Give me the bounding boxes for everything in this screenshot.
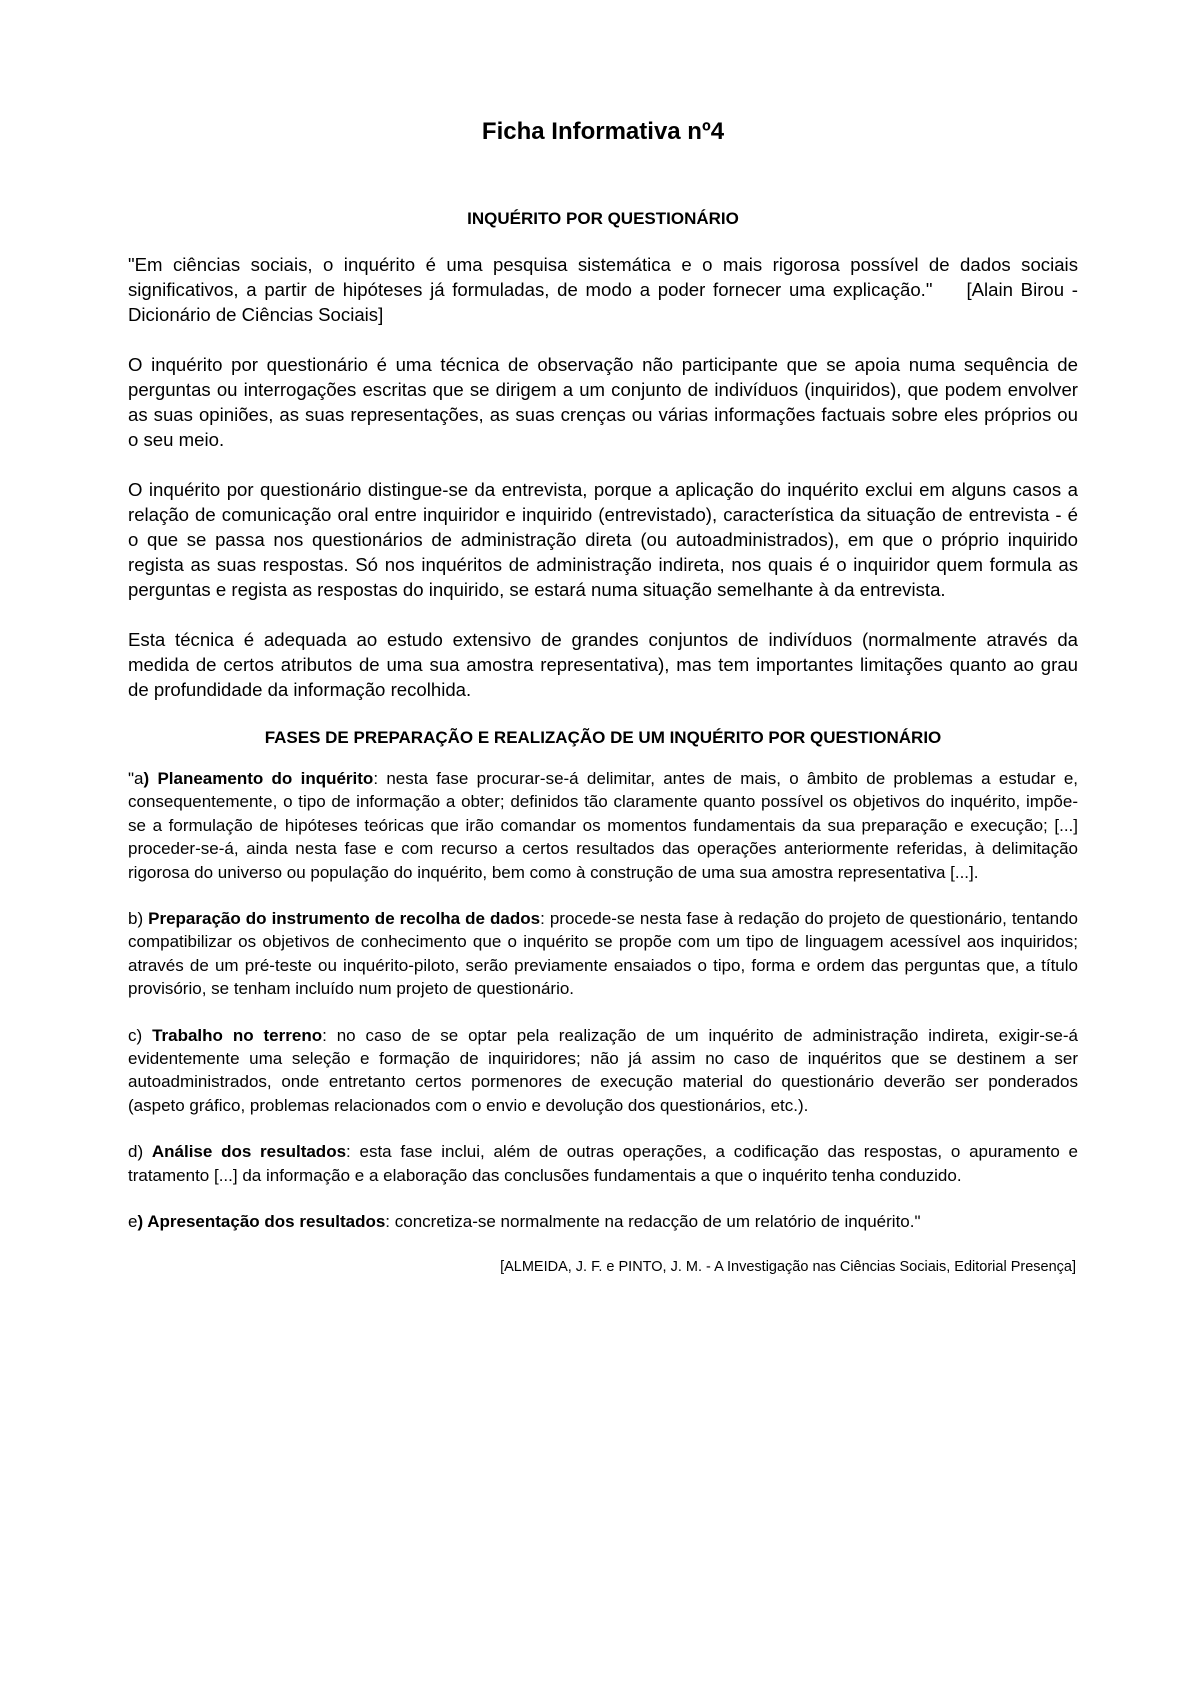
phase-prefix: "a [128, 769, 144, 788]
phase-text: : concretiza-se normalmente na redacção de um relatório de inquérito." [385, 1212, 921, 1232]
phase-e [128, 1210, 1078, 1233]
bibliographic-reference: [ALMEIDA, J. F. e PINTO, J. M. - A Investigação nas Ciências Sociais, Editorial Presença] [500, 1258, 1076, 1275]
phase-name: ) Planeamento do inquérito [143, 769, 374, 788]
quote-source: [Alain Birou - Dicionário de Ciências Sociais] [128, 279, 1078, 325]
quote-text: "Em ciências sociais, o inquérito é uma pesquisa sistemática e o mais rigorosa possível de dados sociais significativos, a partir de hipóteses já formuladas, de modo a poder fornecer uma explicação." [128, 254, 1078, 300]
phase-a [128, 767, 1078, 884]
phases-heading: FASES DE PREPARAÇÃO E REALIZAÇÃO DE UM INQUÉRITO POR QUESTIONÁRIO [264, 728, 942, 747]
section-heading: INQUÉRITO POR QUESTIONÁRIO [467, 209, 739, 228]
paragraph-1: O inquérito por questionário é uma técnica de observação não participante que se apoia numa sequência de perguntas ou interrogações escritas que se dirigem a um conjunto de indivíduos (inquiridos), que podem envolver as suas opiniões, as suas representações, as suas crenças ou várias informações factuais sobre eles próprios ou o seu meio. [128, 354, 1078, 450]
phase-text: : esta fase inclui, além de outras operações, a codificação das respostas, o apuramento e tratamento [...] da informação e a elaboração das conclusões fundamentais a que o inquérito tenha conduzido. [128, 1142, 1078, 1185]
quote-paragraph [128, 252, 1078, 327]
phase-prefix: b) [128, 909, 149, 929]
phase-prefix: d) [128, 1142, 152, 1162]
paragraph-2: O inquérito por questionário distingue-se da entrevista, porque a aplicação do inquérito exclui em alguns casos a relação de comunicação oral entre inquiridor e inquirido (entrevistado), característica da situação de entrevista - é o que se passa nos questionários de administração direta (ou autoadministrados), em que o próprio inquirido regista as suas respostas. Só nos inquéritos de administração indireta, nos quais é o inquiridor quem formula as perguntas e regista as respostas do inquirido, se estará numa situação semelhante à da entrevista. [128, 479, 1078, 600]
phase-name: Análise dos resultados [151, 1142, 347, 1162]
phase-d [128, 1140, 1078, 1187]
phase-name: ) Apresentação dos resultados [137, 1212, 386, 1232]
phase-name: Trabalho no terreno [152, 1025, 323, 1045]
phase-text: : nesta fase procurar-se-á delimitar, antes de mais, o âmbito de problemas a estudar e, consequentemente, o tipo de informação a obter; definidos tão claramente quanto possível os objetivos do inquérito, impõe-se a formulação de hipóteses teóricas que irão comandar os momentos fundamentais da sua preparação e execução; [...] proceder-se-á, ainda nesta fase e com recurso a certos resultados das operações anteriormente referidas, à delimitação rigorosa do universo ou população do inquérito, bem como à construção de uma sua amostra representativa [...]. [128, 769, 1078, 882]
phase-name: Preparação do instrumento de recolha de dados [148, 909, 541, 929]
paragraph-3: Esta técnica é adequada ao estudo extensivo de grandes conjuntos de indivíduos (normalmente através da medida de certos atributos de uma sua amostra representativa), mas tem importantes limitações quanto ao grau de profundidade da informação recolhida. [128, 629, 1078, 700]
phase-b [128, 907, 1078, 1001]
phase-text: : procede-se nesta fase à redação do projeto de questionário, tentando compatibilizar os objetivos de conhecimento que o inquérito se propõe com um tipo de linguagem acessível aos inquiridos; através de um pré-teste ou inquérito-piloto, serão previamente ensaiados o tipo, forma e ordem das perguntas que, a título provisório, se tenham incluído num projeto de questionário. [128, 909, 1078, 999]
phase-prefix: e [128, 1212, 138, 1232]
phase-c [128, 1024, 1078, 1118]
document-title: Ficha Informativa nº4 [481, 118, 725, 145]
phase-text: : no caso de se optar pela realização de um inquérito de administração indireta, exigir-se-á evidentemente uma seleção e formação de inquiridores; não já assim no caso de inquéritos que se destinem a ser autoadministrados, onde entretanto certos pormenores de execução material do questionário deverão ser ponderados (aspeto gráfico, problemas relacionados com o envio e devolução dos questionários, etc.). [128, 1025, 1078, 1115]
phase-prefix: c) [128, 1025, 153, 1045]
